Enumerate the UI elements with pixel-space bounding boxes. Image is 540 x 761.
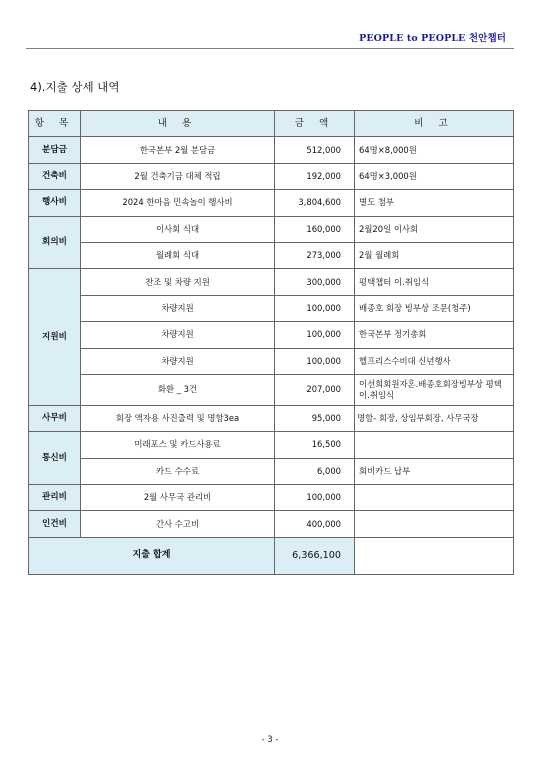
category-cell: 통신비 [29, 432, 81, 485]
item-cell: 회장 액자용 사진출력 및 명함3ea [81, 405, 275, 431]
amount-cell: 100,000 [275, 348, 355, 374]
amount-cell: 512,000 [275, 137, 355, 163]
note-cell: 별도 첨부 [355, 190, 514, 216]
note-cell: 배종호 회장 빙부상 조문(청주) [355, 295, 514, 321]
item-cell: 2024 한마음 민속놀이 행사비 [81, 190, 275, 216]
table-row [29, 511, 514, 537]
category-cell: 사무비 [29, 405, 81, 431]
note-cell: 평택챕터 이.취임식 [355, 269, 514, 295]
table-row [29, 163, 514, 189]
note-cell: 이선희회원자혼.배종호회장빙부상 평택 이.취임식 [355, 374, 514, 405]
header-amount: 금 액 [275, 111, 355, 137]
amount-cell: 100,000 [275, 295, 355, 321]
table-row [29, 216, 514, 242]
header-org: PEOPLE to PEOPLE 천안챕터 [359, 33, 506, 44]
amount-cell: 3,804,600 [275, 190, 355, 216]
table-row [29, 137, 514, 163]
category-cell: 행사비 [29, 190, 81, 216]
note-cell: 64명×3,000원 [355, 163, 514, 189]
header-item: 내 용 [81, 111, 275, 137]
item-cell: 차량지원 [81, 295, 275, 321]
expense-table [28, 110, 514, 575]
table-row [29, 348, 514, 374]
table-row [29, 295, 514, 321]
item-cell: 한국본부 2월 분담금 [81, 137, 275, 163]
category-cell: 관리비 [29, 485, 81, 511]
note-cell: 2월20일 이사회 [355, 216, 514, 242]
amount-cell: 160,000 [275, 216, 355, 242]
table-row [29, 269, 514, 295]
item-cell: 이사회 식대 [81, 216, 275, 242]
amount-cell: 400,000 [275, 511, 355, 537]
header-category: 항 목 [29, 111, 81, 137]
item-cell: 2월 건축기금 대체 적립 [81, 163, 275, 189]
amount-cell: 6,000 [275, 458, 355, 484]
table-row [29, 374, 514, 405]
note-cell [355, 485, 514, 511]
table-row [29, 405, 514, 431]
table-header-row [29, 111, 514, 137]
note-cell: 회비카드 납부 [355, 458, 514, 484]
amount-cell: 95,000 [275, 405, 355, 431]
amount-cell: 192,000 [275, 163, 355, 189]
item-cell: 화환 _ 3건 [81, 374, 275, 405]
total-row [29, 537, 514, 574]
item-cell: 미래포스 및 카드사용료 [81, 432, 275, 458]
amount-cell: 16,500 [275, 432, 355, 458]
total-label: 지출 합계 [29, 537, 275, 574]
category-cell: 분담금 [29, 137, 81, 163]
note-cell: 한국본부 정기총회 [355, 322, 514, 348]
category-cell: 건축비 [29, 163, 81, 189]
table-row [29, 432, 514, 458]
item-cell: 2월 사무국 관리비 [81, 485, 275, 511]
amount-cell: 100,000 [275, 322, 355, 348]
item-cell: 차량지원 [81, 348, 275, 374]
amount-cell: 207,000 [275, 374, 355, 405]
category-cell: 인건비 [29, 511, 81, 537]
item-cell: 찬조 및 차량 지원 [81, 269, 275, 295]
table-row [29, 242, 514, 268]
item-cell: 간사 수고비 [81, 511, 275, 537]
amount-cell: 100,000 [275, 485, 355, 511]
total-amount: 6,366,100 [275, 537, 355, 574]
category-cell: 지원비 [29, 269, 81, 406]
note-cell [355, 432, 514, 458]
section-title: 4).지출 상세 내역 [30, 80, 120, 94]
table-row [29, 458, 514, 484]
category-cell: 회의비 [29, 216, 81, 269]
table-row [29, 485, 514, 511]
amount-cell: 273,000 [275, 242, 355, 268]
item-cell: 차량지원 [81, 322, 275, 348]
item-cell: 월례회 식대 [81, 242, 275, 268]
table-row [29, 322, 514, 348]
amount-cell: 300,000 [275, 269, 355, 295]
note-cell: 64명×8,000원 [355, 137, 514, 163]
page-number: - 3 - [261, 735, 279, 745]
note-cell: 명함- 회장, 상임부회장, 사무국장 [355, 405, 514, 431]
note-cell: 헬프리스수비대 신년행사 [355, 348, 514, 374]
item-cell: 카드 수수료 [81, 458, 275, 484]
total-note-cell [355, 537, 514, 574]
header-note: 비 고 [355, 111, 514, 137]
table-row [29, 190, 514, 216]
header-divider [26, 48, 514, 49]
note-cell [355, 511, 514, 537]
note-cell: 2월 월례회 [355, 242, 514, 268]
